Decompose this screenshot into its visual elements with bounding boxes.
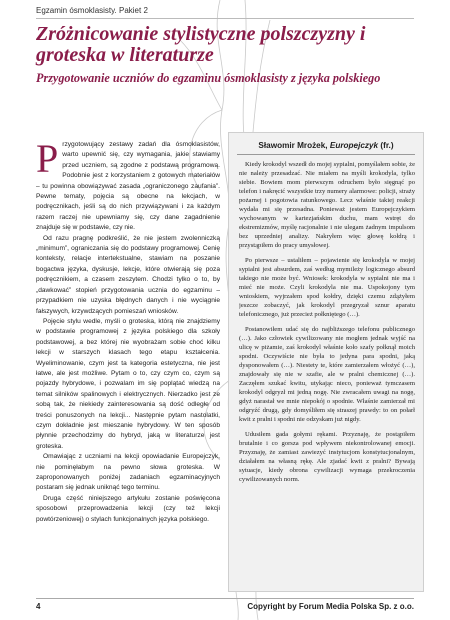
- body-paragraph: Pojęcie stylu wedle, myśli o groteska, którą nie znajdziemy w podstawie programowej z języka polskiego dla szkoły podstawowej, a bez której nie wyobrażam sobie choć kilku lekcji w starszych klasach tego etapu kształcenia. Wyeliminowanie, czym jest ta kategoria estetyczna, nie jest łatwe, ale jest możliwe. Pytam o to, czy czym co, czym są pojazdy hybrydowe, i pozwalam im się poplątać wiedzą na temat silników spalinowych i elektrycznych. Nierzadko jest ze sobą tak, że niekiedy zainteresowania są dość odległe od treści ponuszonych na lekcji... Następnie pytam nastolatki, czym dokładnie jest mieszanie hybrydowy. W ten sposób płynnie przechodzimy do hybryd, jaką w literaturze jest groteska.: [36, 317, 220, 450]
- excerpt-paragraph: Postanowiłem udać się do najbliższego telefonu publicznego (…). Jako człowiek cywilizowany nie mogłem jednak wyjść na ulicę w piżamie, zaś krokodyl właśnie koło szafy połknął moich spodni. Oczywiście nie była to jedyna para spodni, jaką dysponowałem (…). Niestety te, które zamierzałem włożyć (…), znajdowały się nie w szafie, ale w pralni chemicznej (…). Zaczęłem szukać kwitu, utykając nieco, ponieważ tymczasem krokodyl odgryzł mi jedną nogę. Nie zwracałem uwagi na nogę, gdyż narastał we mnie niepokój o spodnie. Właśnie zamierzał mi odgryźć drugą, gdy domyśliłem się straszej prawdy: to on połarł kwit z pralni i spodni nie odzyskam już nigdy.: [239, 326, 415, 423]
- excerpt-paragraph: Po pierwsze – ustaliłem – pojawienie się krokodyla w mojej sypialni jest absurdem, zaś według mymileży logicznego absurd takiego nie może być. Wniosek: krokodyla w sypialni nie ma i mieć nie może. Czyli krokodyla nie ma. Uspokojony tym wnioskiem, wyjrzałem spod kołdry, dzięki czemu zdążyłem jeszcze zobaczyć, jak krokodyl przegryzał sznur aparatu telefonicznego, już przecież połkniętego (…).: [239, 257, 415, 318]
- article-title: Zróżnicowanie stylistyczne polszczyzny i groteska w literaturze: [36, 23, 366, 66]
- header-divider: [36, 18, 414, 19]
- running-header: Egzamin ósmoklasisty. Pakiet 2: [36, 6, 148, 15]
- footer-divider: [36, 598, 414, 599]
- drop-cap: P: [36, 140, 59, 181]
- excerpt-fragment-label: (fr.): [380, 141, 394, 150]
- article-subtitle: Przygotowanie uczniów do egzaminu ósmoklasisty z języka polskiego: [36, 71, 381, 85]
- excerpt-paragraph: Udusiłem gada gołymi rękami. Przyznaję, że postąpiłem brutalnie i co gorsza pod wpływem niekontrolowanej emocji. Przyznaję, że zamiast zawiezyć instytucjom konstytucjonalnym, działałem na własną rękę. Ale zjadać kwit z pralni? Bywają sytuacje, kiedy obrona cywilizacji wymaga przekroczenia cywilizowanych norm.: [239, 431, 415, 483]
- excerpt-paragraph: Kiedy krokodyl wszedł do mojej sypialni, pomyślałem sobie, że nie należy przesadzać. Nie miałem na myśli krokodyla, tylko siebie. Bowiem mom pierwszym odruchem było sięgnąć po telefon i nakręcić wszystkie trzy numery alarmowe: policji, straży pożarnej i pogotowia ratunkowego. Lecz właśnie takiej reakcji wydała mi się przesadna. Ponieważ jestem Europejczykiem wychowanym w kartezjańskim duchu, mam wstręt do ekstremizmów, myślę racjonalnie i nie ulegam żadnym impulsom bez uprzedniej analizy. Nakryłem więc głowę kołdrą i przystąpiłem do pracy umysłowej.: [239, 161, 415, 249]
- excerpt-box: [228, 132, 424, 592]
- page-number: 4: [36, 602, 41, 611]
- excerpt-work-title: Europejczyk: [329, 141, 379, 150]
- excerpt-divider: [237, 154, 415, 155]
- excerpt-body: [239, 160, 415, 585]
- body-paragraph: Omawiając z uczniami na lekcji opowiadanie Europejczyk, nie pominęłabym na pewno słowa groteska. W zaproponowanych poniżej zadaniach egzaminacyjnych postaram się jednak uniknąć tego terminu.: [36, 453, 220, 492]
- body-paragraph: Druga część niniejszego artykułu zostanie poświęcona sposobowi przeprowadzenia lekcji (czy też lekcji powtórzeniowej) o stylach funkcjonalnych języka polskiego.: [36, 494, 220, 523]
- body-paragraph: [36, 140, 220, 234]
- excerpt-heading: [229, 141, 423, 150]
- paragraph-text: rzygotowujący zestawy zadań dla ósmoklasistów, warto upewnić się, czy wymagania, jakie stawiamy przed uczniem, są zgodne z podstawą programową. Podobnie jest z korzystaniem z gotowych materiałów – tu powinna obowiązywać zasada „ograniczonego zaufania”. Pewne tematy, pojęcia są obecne na lekcjach, w podręcznikach, jeśli są do nich przywiązywani i za każdym razem raczej nie upewniamy się, czy dane zagadnienie znajduje się w podstawie, czy nie.: [36, 141, 220, 232]
- article-body-column: [36, 140, 220, 600]
- excerpt-author: Sławomir Mrożek,: [258, 141, 328, 150]
- body-paragraph: Od razu pragnę podkreślić, że nie jestem zwolenniczką „minimum”, ograniczania się do podstawy programowej. Cenię konteksty, relacje intertekstualne, stawiam na poszanie bogactwa języka, dyskusje, lekcje, które otwierają się poza podręcznikiem, a czasem zeszytem. Chodzi tylko o to, by „dawkować” stopień przygotowania ucznia do egzaminu – przypadkiem nie uzyska błędnych danych i nie wyciągnie fałszywych, krzywdzących pomieszań wniosków.: [36, 234, 220, 315]
- copyright-notice: Copyright by Forum Media Polska Sp. z o.o.: [247, 602, 414, 611]
